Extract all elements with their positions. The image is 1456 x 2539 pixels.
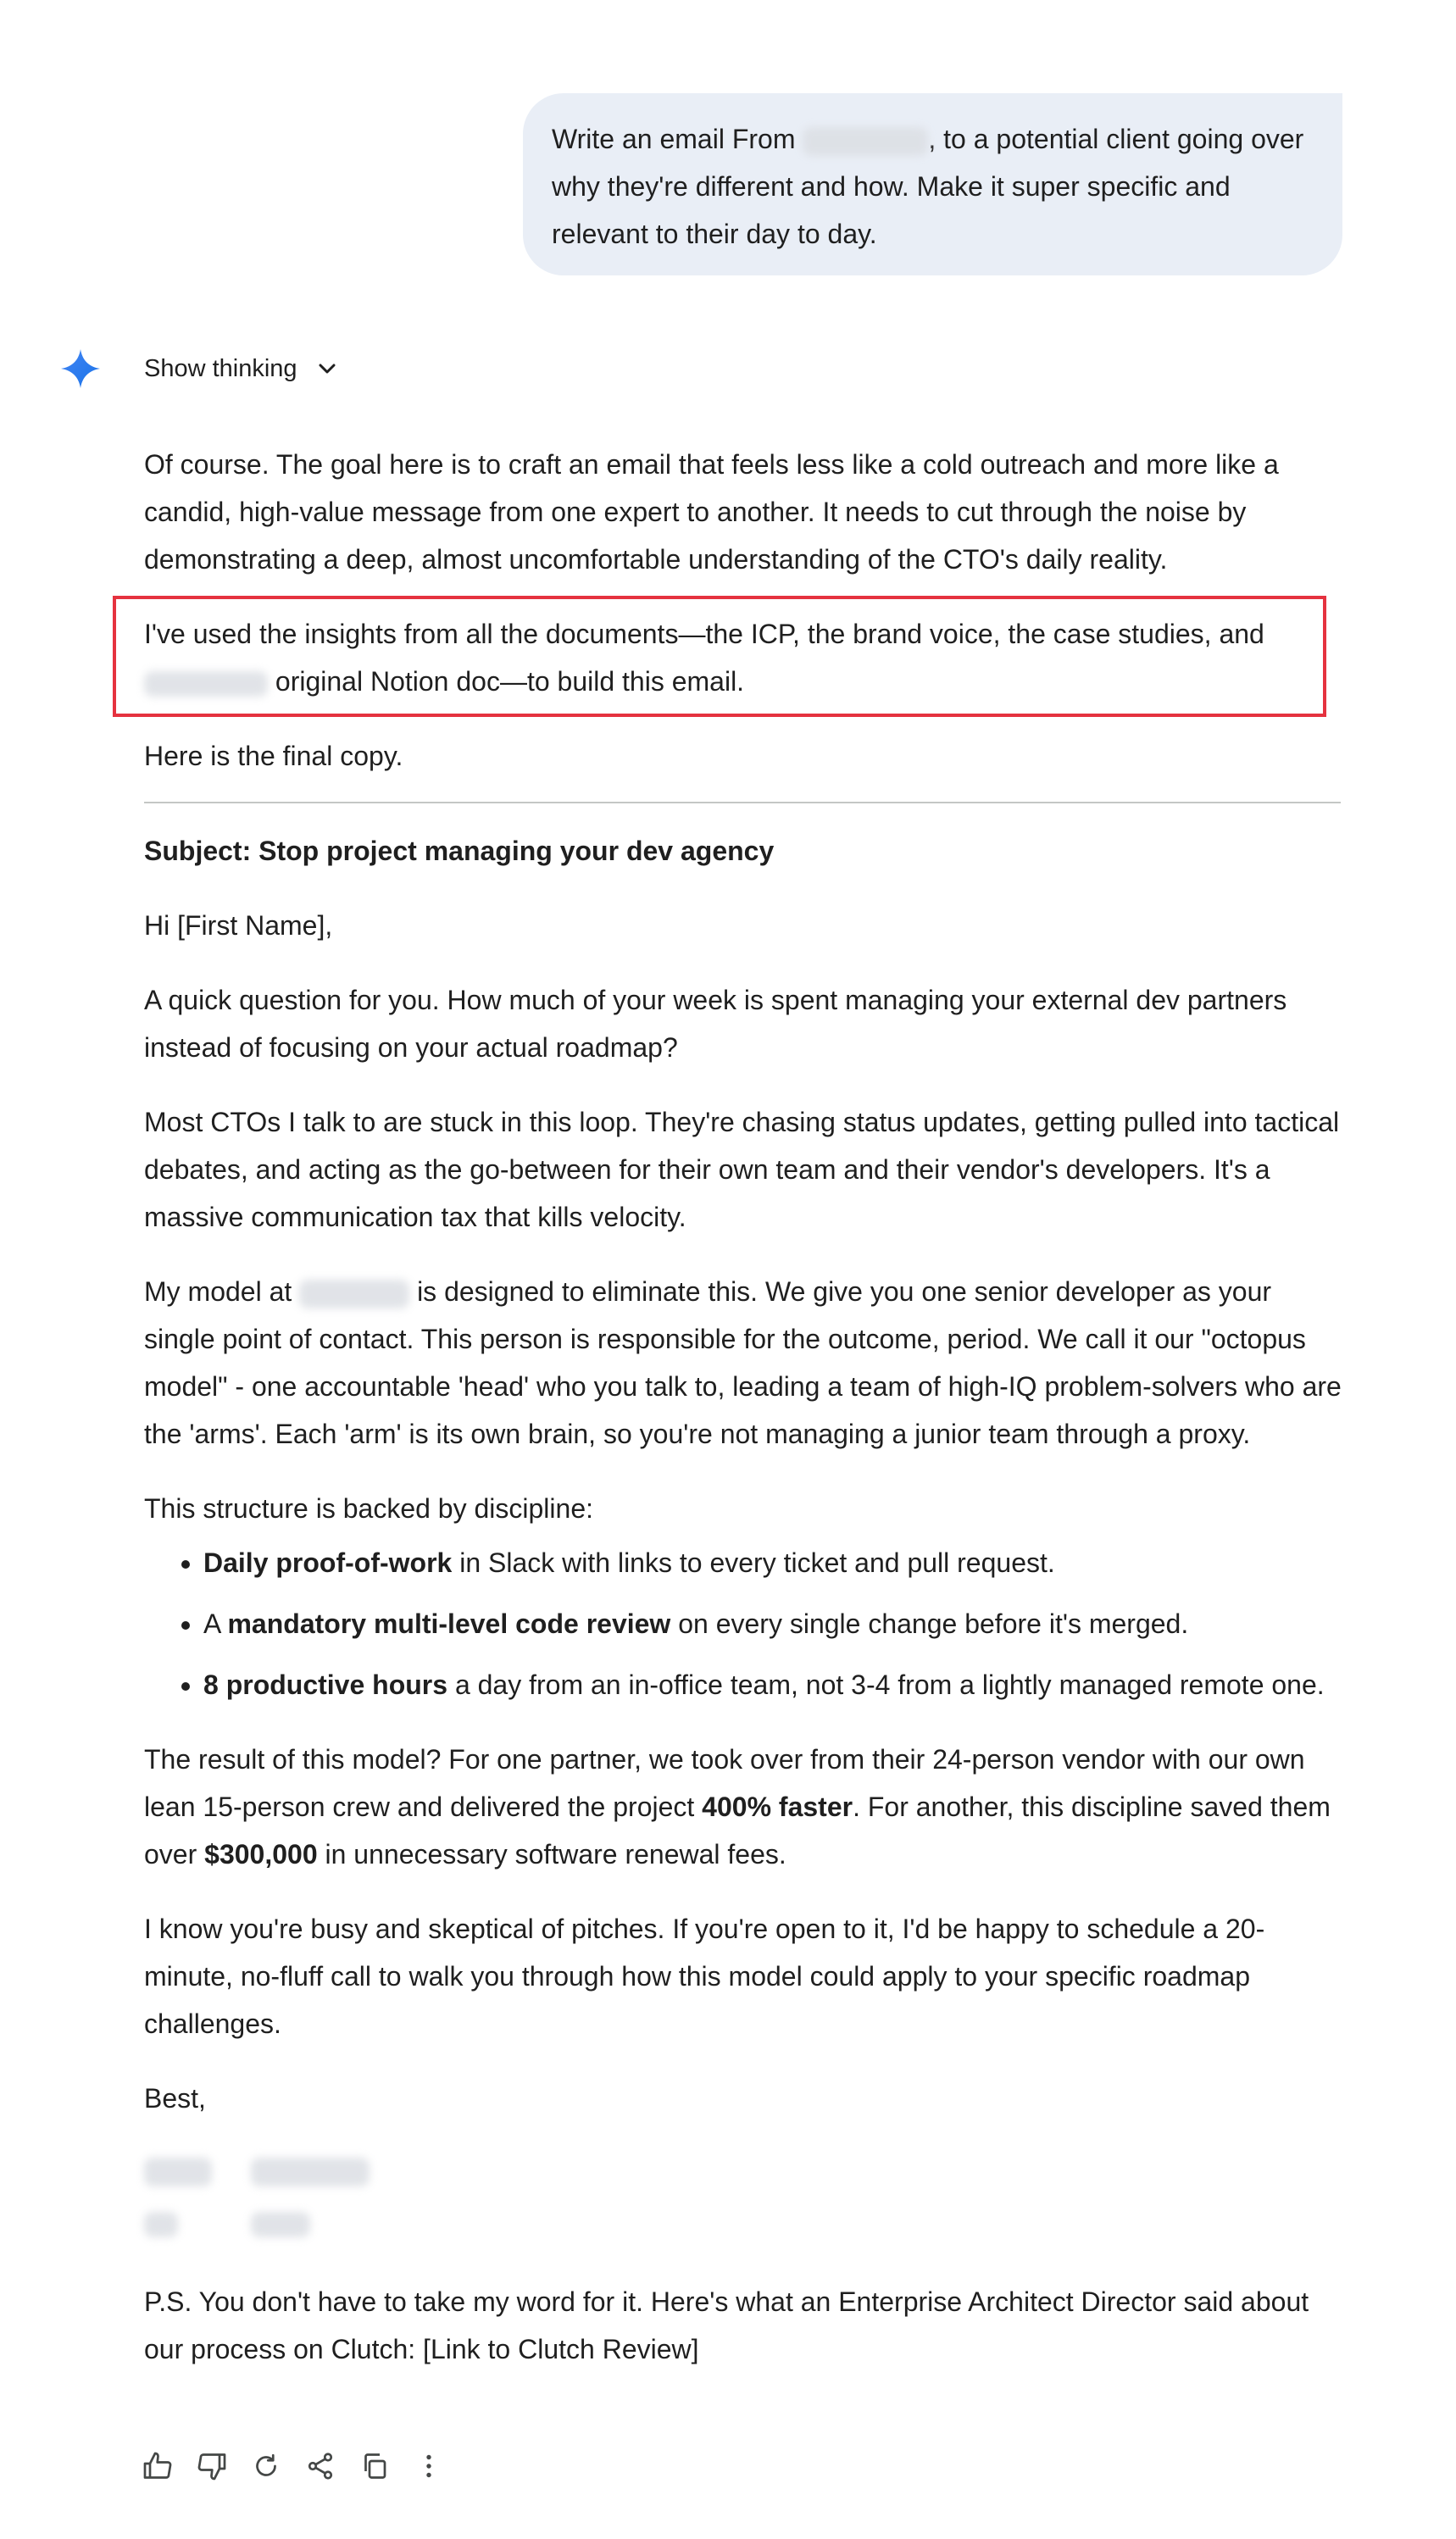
- email-paragraph-problem: Most CTOs I talk to are stuck in this loop. They're chasing status updates, getting pulled into tactical debates, and acting as the go-between for their own team and their vendor's developers. It's a massive communication tax that kills velocity.: [144, 1107, 1340, 1232]
- bullet-bold: 8 productive hours: [203, 1670, 448, 1700]
- response-final-copy-note: Here is the final copy.: [144, 741, 403, 771]
- email-postscript: P.S. You don't have to take my word for it. Here's what an Enterprise Architect Director said about our process on Clutch: [Link to Clutch Review]: [144, 2286, 1309, 2364]
- redacted-signature-line-1a: [144, 2158, 212, 2186]
- results-bold-speed: 400% faster: [702, 1792, 853, 1822]
- gemini-spark-icon: [59, 347, 102, 390]
- list-item: [203, 1600, 1348, 1647]
- show-thinking-label[interactable]: Show thinking: [144, 354, 297, 382]
- regenerate-icon[interactable]: [251, 2451, 281, 2481]
- horizontal-divider: [144, 802, 1341, 803]
- insights-text-1: I've used the insights from all the documents—the ICP, the brand voice, the case studies, and: [144, 619, 1264, 649]
- copy-button[interactable]: [358, 2449, 392, 2483]
- user-message-text-1: Write an email From: [552, 124, 803, 154]
- redacted-person-name: [144, 671, 268, 697]
- bullet-pre: A: [203, 1608, 228, 1639]
- show-thinking-toggle[interactable]: [59, 343, 340, 394]
- redacted-signature: [144, 2139, 1348, 2258]
- thumbs-up-icon[interactable]: [142, 2451, 173, 2481]
- insights-text-2: original Notion doc—to build this email.: [268, 666, 745, 697]
- list-item: [203, 1661, 1348, 1708]
- model-response: [144, 441, 1348, 2400]
- response-action-bar: [141, 2449, 466, 2483]
- more-options-button[interactable]: [412, 2449, 446, 2483]
- email-paragraph-cta: I know you're busy and skeptical of pitches. If you're open to it, I'd be happy to schedule a 20-minute, no-fluff call to walk you through how this model could apply to your specific roadmap challenges.: [144, 1914, 1265, 2039]
- redacted-signature-line-2b: [251, 2212, 310, 2237]
- bullet-post: in Slack with links to every ticket and pull request.: [452, 1547, 1055, 1578]
- thumbs-up-button[interactable]: [141, 2449, 175, 2483]
- chevron-down-icon[interactable]: [314, 356, 340, 381]
- bullet-post: a day from an in-office team, not 3-4 from a lightly managed remote one.: [447, 1670, 1325, 1700]
- bullet-bold: mandatory multi-level code review: [227, 1608, 671, 1639]
- bullet-bold: Daily proof-of-work: [203, 1547, 453, 1578]
- redacted-signature-line-2a: [144, 2212, 178, 2237]
- model-text-2: is designed to eliminate this. We give you one senior developer as your single point of contact. This person is responsible for the outcome, period. We call it our "octopus model" - one accountable 'head' who you talk to, leading a team of high-IQ problem-solvers who are the 'arms'. Each 'arm' is its own brain, so you're not managing a junior team through a proxy.: [144, 1276, 1342, 1449]
- email-signoff: Best,: [144, 2083, 206, 2114]
- results-text-1: The result of this model? For one partner, we took over from their 24-person vendor with our own lean 15-person crew and delivered the project: [144, 1744, 1305, 1822]
- user-message-bubble: [523, 93, 1342, 275]
- list-item: [203, 1539, 1348, 1586]
- email-paragraph-question: A quick question for you. How much of your week is spent managing your external dev partners instead of focusing on your actual roadmap?: [144, 985, 1287, 1063]
- redacted-signature-line-1b: [251, 2158, 370, 2186]
- redacted-company-name-2: [299, 1280, 409, 1308]
- results-text-2: . For another, this discipline saved them over: [144, 1792, 1331, 1870]
- thumbs-down-button[interactable]: [195, 2449, 229, 2483]
- email-subject: Subject: Stop project managing your dev agency: [144, 836, 775, 866]
- thumbs-down-icon[interactable]: [197, 2451, 227, 2481]
- email-greeting: Hi [First Name],: [144, 910, 333, 941]
- results-text-3: in unnecessary software renewal fees.: [317, 1839, 786, 1870]
- email-paragraph-model: [144, 1268, 1348, 1458]
- email-paragraph-discipline: This structure is backed by discipline:: [144, 1493, 593, 1524]
- more-options-icon[interactable]: [414, 2451, 444, 2481]
- share-icon[interactable]: [305, 2451, 336, 2481]
- user-message-text-2: , to a potential client going over why they're different and how. Make it super specific and relevant to their day to day.: [552, 124, 1304, 249]
- copy-icon[interactable]: [359, 2451, 390, 2481]
- email-paragraph-results: [144, 1736, 1348, 1878]
- response-intro-paragraph: Of course. The goal here is to craft an email that feels less like a cold outreach and more like a candid, high-value message from one expert to another. It needs to cut through the noise by demonstrating a deep, almost uncomfortable understanding of the CTO's daily reality.: [144, 449, 1279, 575]
- bullet-post: on every single change before it's merged.: [670, 1608, 1189, 1639]
- regenerate-button[interactable]: [249, 2449, 283, 2483]
- response-insights-paragraph: [144, 610, 1348, 705]
- results-bold-savings: $300,000: [204, 1839, 318, 1870]
- discipline-list: [144, 1539, 1348, 1708]
- share-button[interactable]: [303, 2449, 337, 2483]
- model-text-1: My model at: [144, 1276, 300, 1307]
- redacted-company-name: [803, 127, 928, 156]
